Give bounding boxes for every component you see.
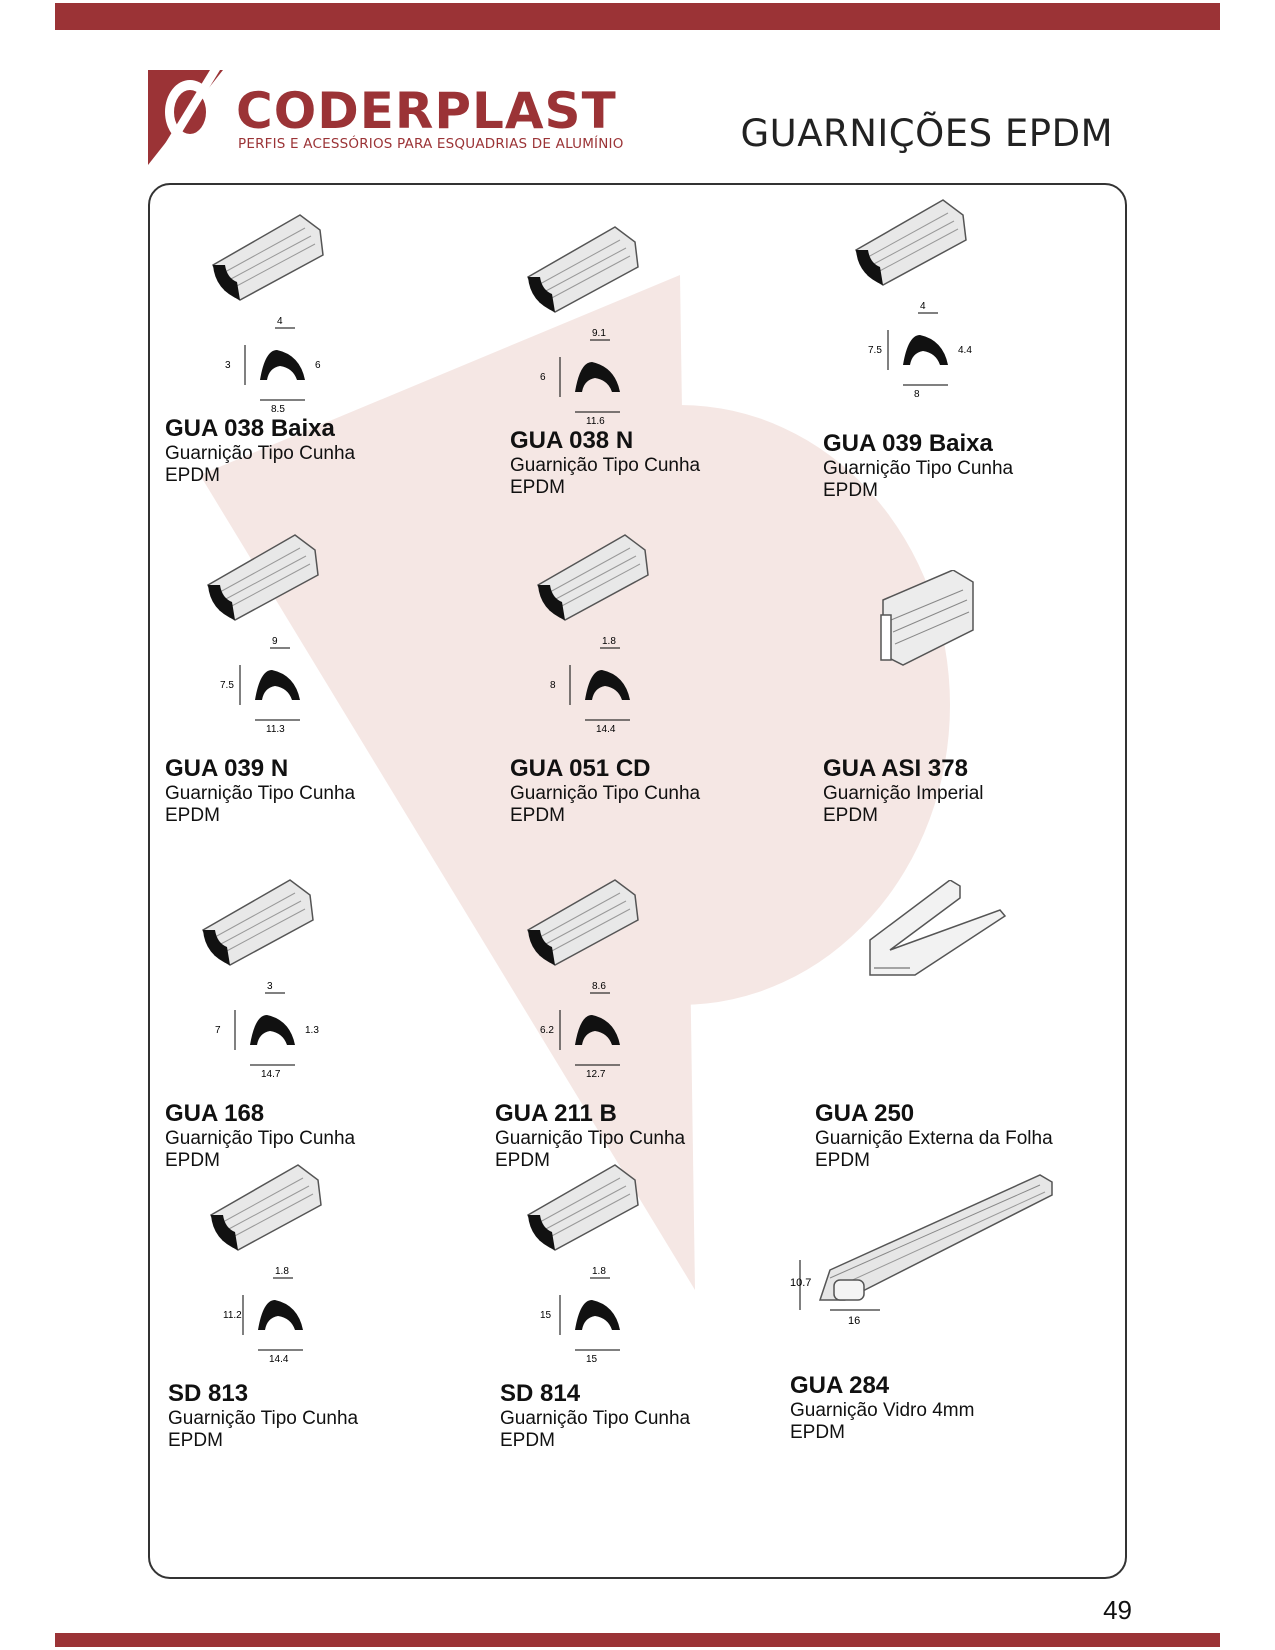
product-illustration [790,1160,1080,1335]
product-material: EPDM [823,805,878,826]
product-illustration [195,865,355,1085]
product-material: EPDM [165,805,220,826]
brand-name: CODERPLAST [236,82,617,140]
product-code: SD 814 [500,1380,581,1407]
product-description: Guarnição Tipo Cunha [165,443,356,464]
dim-label: 8 [550,680,556,691]
dim-label: 16 [848,1315,861,1327]
product-card [500,1150,830,1510]
dim-label: 12.7 [586,1069,606,1080]
product-code: GUA 211 B [495,1100,617,1127]
dim-label: 7 [215,1025,221,1036]
product-illustration [520,212,680,432]
dim-label: 3 [225,360,231,371]
product-illustration [530,520,690,740]
product-code: GUA 039 Baixa [823,430,993,457]
dim-label: 11.3 [266,724,285,735]
product-material: EPDM [815,1150,870,1171]
dim-label: 8.5 [271,404,285,415]
product-description: Guarnição Externa da Folha [815,1128,1053,1149]
product-code: GUA 250 [815,1100,915,1127]
dim-label: 11.2 [223,1310,242,1321]
product-code: GUA 168 [165,1100,265,1127]
product-card [823,185,1153,545]
brand-tagline: PERFIS E ACESSÓRIOS PARA ESQUADRIAS DE ALUMÍNIO [238,136,624,152]
dim-label: 1.8 [602,636,616,647]
product-material: EPDM [510,477,565,498]
product-illustration [520,865,680,1085]
dim-label: 6 [315,360,321,371]
product-description: Guarnição Tipo Cunha [168,1408,359,1429]
dim-label: 1.8 [592,1266,606,1277]
product-card [165,520,495,880]
page-number: 49 [1103,1595,1132,1625]
product-description: Guarnição Tipo Cunha [510,783,701,804]
dim-label: 8.6 [592,981,606,992]
dim-label: 9 [272,636,278,647]
product-card [510,212,840,572]
product-illustration [520,1150,680,1370]
product-code: GUA 038 N [510,427,634,454]
product-illustration [863,570,1003,695]
product-code: GUA 039 N [165,755,289,782]
dim-label: 15 [586,1354,598,1365]
product-code: GUA 284 [790,1372,890,1399]
product-material: EPDM [823,480,878,501]
logo-mark-icon [148,70,238,170]
dim-label: 6 [540,372,546,383]
product-material: EPDM [510,805,565,826]
product-material: EPDM [790,1422,845,1443]
page-title: GUARNIÇÕES EPDM [740,112,1113,155]
product-illustration [200,520,360,740]
product-illustration [203,1150,363,1370]
product-illustration [205,200,365,420]
product-description: Guarnição Tipo Cunha [165,783,356,804]
product-material: EPDM [495,1150,550,1171]
dim-label: 1.3 [305,1025,319,1036]
product-card [168,1150,498,1510]
dim-label: 4.4 [958,345,972,356]
dim-label: 14.4 [596,724,616,735]
product-description: Guarnição Tipo Cunha [495,1128,686,1149]
product-illustration [848,185,1008,405]
dim-label: 1.8 [275,1266,289,1277]
product-material: EPDM [168,1430,223,1451]
product-card [823,570,1153,930]
top-bar [55,3,1220,30]
dim-label: 9.1 [592,328,606,339]
product-card [790,1160,1120,1520]
product-material: EPDM [500,1430,555,1451]
dim-label: 11.6 [586,416,605,427]
product-description: Guarnição Tipo Cunha [510,455,701,476]
product-description: Guarnição Imperial [823,783,984,804]
dim-label: 14.4 [269,1354,289,1365]
product-card [165,200,495,560]
brand-logo [148,70,624,170]
dim-label: 7.5 [868,345,882,356]
dim-label: 4 [920,301,926,312]
dim-label: 8 [914,389,920,400]
product-description: Guarnição Vidro 4mm [790,1400,975,1421]
product-code: GUA 051 CD [510,755,651,782]
dim-label: 10.7 [790,1277,812,1289]
product-illustration [860,880,1020,1005]
product-description: Guarnição Tipo Cunha [500,1408,691,1429]
bottom-bar [55,1633,1220,1647]
product-card [510,520,840,880]
product-description: Guarnição Tipo Cunha [823,458,1014,479]
dim-label: 6.2 [540,1025,554,1036]
dim-label: 15 [540,1310,552,1321]
dim-label: 3 [267,981,273,992]
dim-label: 7.5 [220,680,234,691]
product-code: SD 813 [168,1380,249,1407]
product-description: Guarnição Tipo Cunha [165,1128,356,1149]
dim-label: 14.7 [261,1069,281,1080]
product-code: GUA 038 Baixa [165,415,335,442]
product-code: GUA ASI 378 [823,755,968,782]
product-material: EPDM [165,465,220,486]
product-material: EPDM [165,1150,220,1171]
dim-label: 4 [277,316,283,327]
